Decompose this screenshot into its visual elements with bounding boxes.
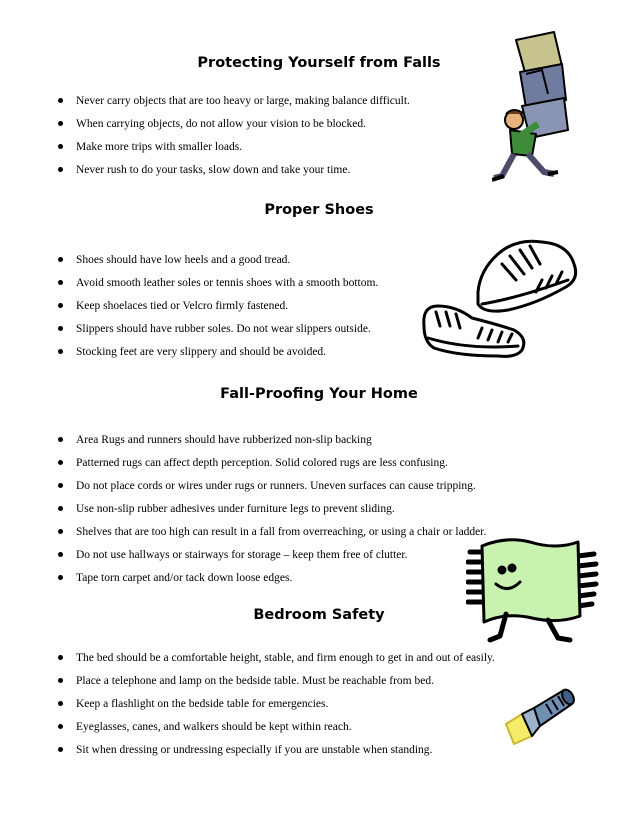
- bullet-icon: [58, 460, 63, 465]
- list-item-text: Patterned rugs can affect depth perception. Solid colored rugs are less confusing.: [76, 457, 448, 469]
- list-fall-proofing: [0, 432, 486, 593]
- bullet-icon: [58, 575, 63, 580]
- list-item-text: Never carry objects that are too heavy or large, making balance difficult.: [76, 95, 410, 107]
- list-item: [0, 344, 378, 367]
- list-protecting-yourself: [0, 93, 410, 185]
- list-proper-shoes: [0, 252, 378, 367]
- list-item: [0, 275, 378, 298]
- list-item-text: Avoid smooth leather soles or tennis shoes with a smooth bottom.: [76, 277, 379, 289]
- list-item-text: Sit when dressing or undressing especially if you are unstable when standing.: [76, 744, 433, 756]
- bullet-icon: [58, 437, 63, 442]
- list-item: [0, 478, 486, 501]
- bullet-icon: [58, 349, 63, 354]
- bullet-icon: [58, 144, 63, 149]
- list-item: [0, 116, 410, 139]
- bullet-icon: [58, 98, 63, 103]
- heading-bedroom-safety: Bedroom Safety: [253, 607, 385, 623]
- list-item-text: Keep shoelaces tied or Velcro firmly fastened.: [76, 300, 289, 312]
- list-item: [0, 162, 410, 185]
- list-item: [0, 547, 486, 570]
- bullet-icon: [58, 724, 63, 729]
- shoes-illustration: [418, 234, 584, 360]
- list-item: [0, 321, 378, 344]
- list-item-text: Area Rugs and runners should have rubberized non-slip backing: [76, 434, 372, 446]
- heading-protecting-yourself: Protecting Yourself from Falls: [197, 55, 441, 71]
- list-item-text: Shoes should have low heels and a good tread.: [76, 254, 291, 266]
- bullet-icon: [58, 280, 63, 285]
- bullet-icon: [58, 506, 63, 511]
- flashlight-illustration: [502, 684, 578, 746]
- list-bedroom-safety: [0, 650, 495, 765]
- list-item-text: When carrying objects, do not allow your vision to be blocked.: [76, 118, 366, 130]
- list-item: [0, 673, 495, 696]
- list-item: [0, 432, 486, 455]
- bullet-icon: [58, 303, 63, 308]
- list-item: [0, 501, 486, 524]
- list-item: [0, 650, 495, 673]
- list-item: [0, 524, 486, 547]
- list-item-text: Place a telephone and lamp on the bedside table. Must be reachable from bed.: [76, 675, 434, 687]
- bullet-icon: [58, 678, 63, 683]
- bullet-icon: [58, 552, 63, 557]
- list-item-text: The bed should be a comfortable height, stable, and firm enough to get in and out of easily.: [76, 652, 495, 664]
- list-item: [0, 719, 495, 742]
- list-item-text: Eyeglasses, canes, and walkers should be kept within reach.: [76, 721, 352, 733]
- list-item: [0, 696, 495, 719]
- rug-character-illustration: [466, 532, 602, 650]
- list-item-text: Stocking feet are very slippery and should be avoided.: [76, 346, 327, 358]
- heading-fall-proofing: Fall-Proofing Your Home: [220, 386, 418, 402]
- bullet-icon: [58, 529, 63, 534]
- list-item-text: Shelves that are too high can result in a fall from overreaching, or using a chair or ladder.: [76, 526, 487, 538]
- bullet-icon: [58, 747, 63, 752]
- bullet-icon: [58, 167, 63, 172]
- bullet-icon: [58, 257, 63, 262]
- list-item-text: Tape torn carpet and/or tack down loose edges.: [76, 572, 293, 584]
- bullet-icon: [58, 655, 63, 660]
- bullet-icon: [58, 483, 63, 488]
- list-item-text: Slippers should have rubber soles. Do not wear slippers outside.: [76, 323, 371, 335]
- heading-proper-shoes: Proper Shoes: [264, 202, 374, 218]
- list-item-text: Never rush to do your tasks, slow down and take your time.: [76, 164, 351, 176]
- list-item: [0, 298, 378, 321]
- list-item-text: Use non-slip rubber adhesives under furniture legs to prevent sliding.: [76, 503, 395, 515]
- list-item-text: Do not place cords or wires under rugs or runners. Uneven surfaces can cause tripping.: [76, 480, 476, 492]
- list-item: [0, 139, 410, 162]
- list-item: [0, 455, 486, 478]
- list-item: [0, 570, 486, 593]
- list-item-text: Make more trips with smaller loads.: [76, 141, 243, 153]
- list-item-text: Do not use hallways or stairways for storage – keep them free of clutter.: [76, 549, 408, 561]
- bullet-icon: [58, 701, 63, 706]
- bullet-icon: [58, 326, 63, 331]
- list-item: [0, 252, 378, 275]
- bullet-icon: [58, 121, 63, 126]
- list-item-text: Keep a flashlight on the bedside table for emergencies.: [76, 698, 329, 710]
- list-item: [0, 93, 410, 116]
- man-carrying-boxes-illustration: [492, 28, 588, 186]
- list-item: [0, 742, 495, 765]
